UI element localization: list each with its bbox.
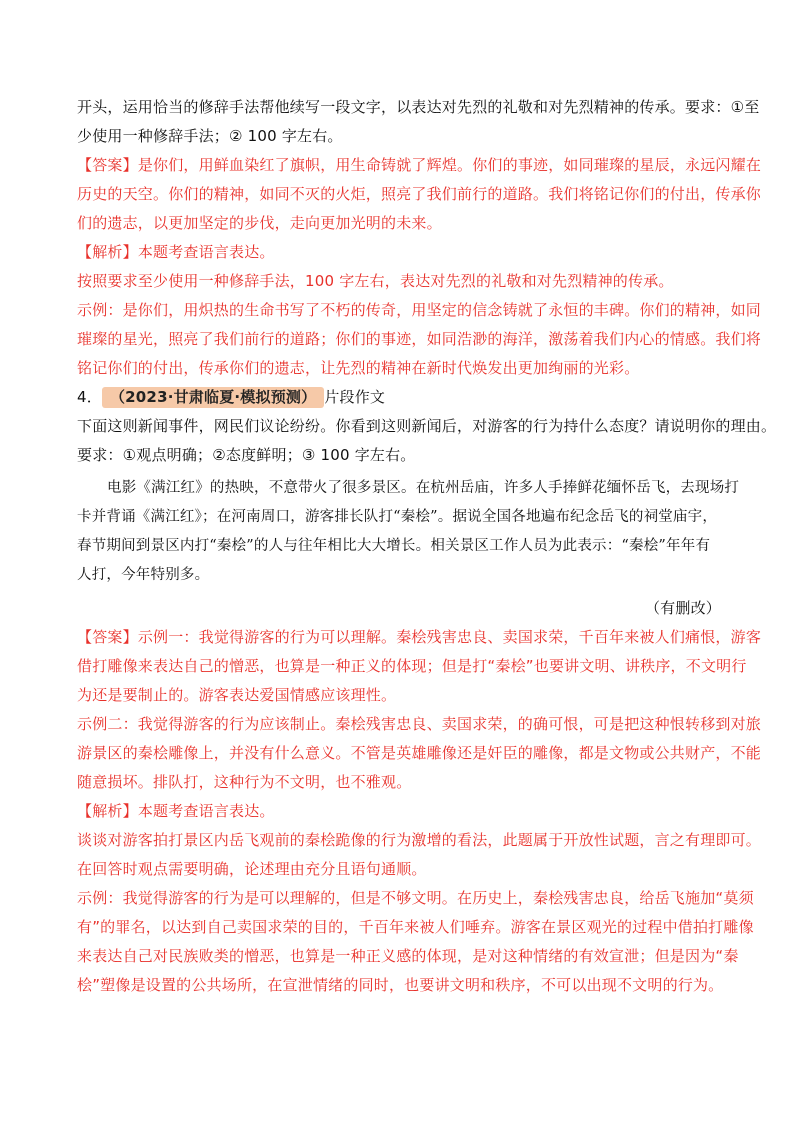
q4-analysis-line: 谈谈对游客拍打景区内岳飞观前的秦桧跪像的行为激增的看法，此题属于开放性试题，言之有理即可。 [77, 831, 762, 849]
q4-news-line: 卡并背诵《满江红》；在河南周口，游客排长队打“秦桧”。据说全国各地遍布纪念岳飞的祠堂庙宇， [77, 509, 718, 525]
q4-analysis-line: 有”的罪名，以达到自己卖国求荣的目的，千百年来被人们唾弃。游客在景区观光的过程中借拍打雕像 [77, 918, 754, 936]
q4-prompt-line: 下面这则新闻事件，网民们议论纷纷。你看到这则新闻后，对游客的行为持什么态度？请说明你的理由。 [77, 417, 777, 435]
q3-analysis-text: 本题考查语言表达。 [137, 243, 275, 261]
q3-analysis-line: 示例：是你们，用炽热的生命书写了不朽的传奇，用坚定的信念铸就了永恒的丰碑。你们的精神，如同 [77, 301, 762, 319]
q4-answer-line: 游景区的秦桧雕像上，并没有什么意义。不管是英雄雕像还是奸臣的雕像，都是文物或公共财产，不能 [77, 744, 762, 762]
q4-analysis-line: 来表达自己对民族败类的憎恶，也算是一种正义感的体现，是对这种情绪的有效宣泄；但是因为“秦 [77, 947, 739, 965]
q4-answer-line: 借打雕像来表达自己的憎恶，也算是一种正义的体现；但是打“秦桧”也要讲文明、讲秩序，不文明行 [77, 657, 747, 675]
q4-analysis-line: 示例：我觉得游客的行为是可以理解的，但是不够文明。在历史上，秦桧残害忠良，给岳飞施加“莫须 [77, 889, 754, 907]
answer-tag: 【答案】 [77, 156, 138, 174]
q3-analysis-line: 铭记你们的付出，传承你们的遗志，让先烈的精神在新时代焕发出更加绚丽的光彩。 [77, 359, 640, 377]
analysis-tag: 【解析】 [77, 243, 138, 261]
q3-prompt-line: 开头，运用恰当的修辞手法帮他续写一段文字，以表达对先烈的礼敬和对先烈精神的传承。要求：①至 [77, 98, 760, 116]
q4-prompt-line: 要求：①观点明确；②态度鲜明；③ 100 字左右。 [77, 446, 416, 464]
q3-answer-line: 历史的天空。你们的精神，如同不灭的火炬，照亮了我们前行的道路。我们将铭记你们的付出，传承你 [77, 185, 762, 203]
analysis-tag: 【解析】 [77, 802, 138, 820]
q4-answer-line: 示例二：我觉得游客的行为应该制止。秦桧残害忠良、卖国求荣，的确可恨，可是把这种恨转移到对旅 [77, 715, 762, 733]
q4-number: 4． [77, 388, 102, 406]
q4-analysis-text: 本题考查语言表达。 [137, 802, 275, 820]
q4-news-note: （有删改） [644, 599, 721, 617]
q4-analysis-line: 桧”塑像是设置的公共场所，在宣泄情绪的同时，也要讲文明和秩序，不可以出现不文明的行为。 [77, 976, 724, 994]
q4-source-badge: （2023·甘肃临夏·模拟预测） [102, 387, 324, 408]
q4-answer-line [77, 623, 762, 652]
q3-analysis-line: 璀璨的星光，照亮了我们前行的道路；你们的事迹，如同浩渺的海洋，激荡着我们内心的情感。我们将 [77, 330, 762, 348]
q3-analysis-line [77, 238, 727, 267]
q4-answer-line: 为还是要制止的。游客表达爱国情感应该理性。 [77, 686, 397, 704]
q3-analysis-line: 按照要求至少使用一种修辞手法，100 字左右，表达对先烈的礼敬和对先烈精神的传承。 [77, 272, 674, 290]
q4-heading [77, 383, 727, 412]
q3-answer-line: 们的遗志，以更加坚定的步伐，走向更加光明的未来。 [77, 214, 442, 232]
q3-answer-line [77, 151, 762, 180]
q4-type: 片段作文 [324, 388, 386, 406]
q3-answer-text: 是你们，用鲜血染红了旗帜，用生命铸就了辉煌。你们的事迹，如同璀璨的星辰，永远闪耀在 [137, 156, 762, 174]
q4-analysis-line: 在回答时观点需要明确，论述理由充分且语句通顺。 [77, 860, 427, 878]
q4-news-line: 人打，今年特别多。 [77, 567, 210, 583]
q4-news-line: 春节期间到景区内打“秦桧”的人与往年相比大大增长。相关景区工作人员为此表示：“秦桧”年年有 [77, 538, 711, 554]
q3-prompt-line: 少使用一种修辞手法；② 100 字左右。 [77, 127, 343, 145]
q4-news-line: 电影《满江红》的热映，不意带火了很多景区。在杭州岳庙，许多人手捧鲜花缅怀岳飞，去现场打 [107, 480, 740, 496]
q4-answer-text: 示例一：我觉得游客的行为可以理解。秦桧残害忠良、卖国求荣，千百年来被人们痛恨，游客 [137, 628, 762, 646]
answer-tag: 【答案】 [77, 628, 138, 646]
document-content [77, 93, 777, 1000]
q4-analysis-line [77, 797, 727, 826]
q4-answer-line: 随意损坏。排队打，这种行为不文明，也不雅观。 [77, 773, 412, 791]
